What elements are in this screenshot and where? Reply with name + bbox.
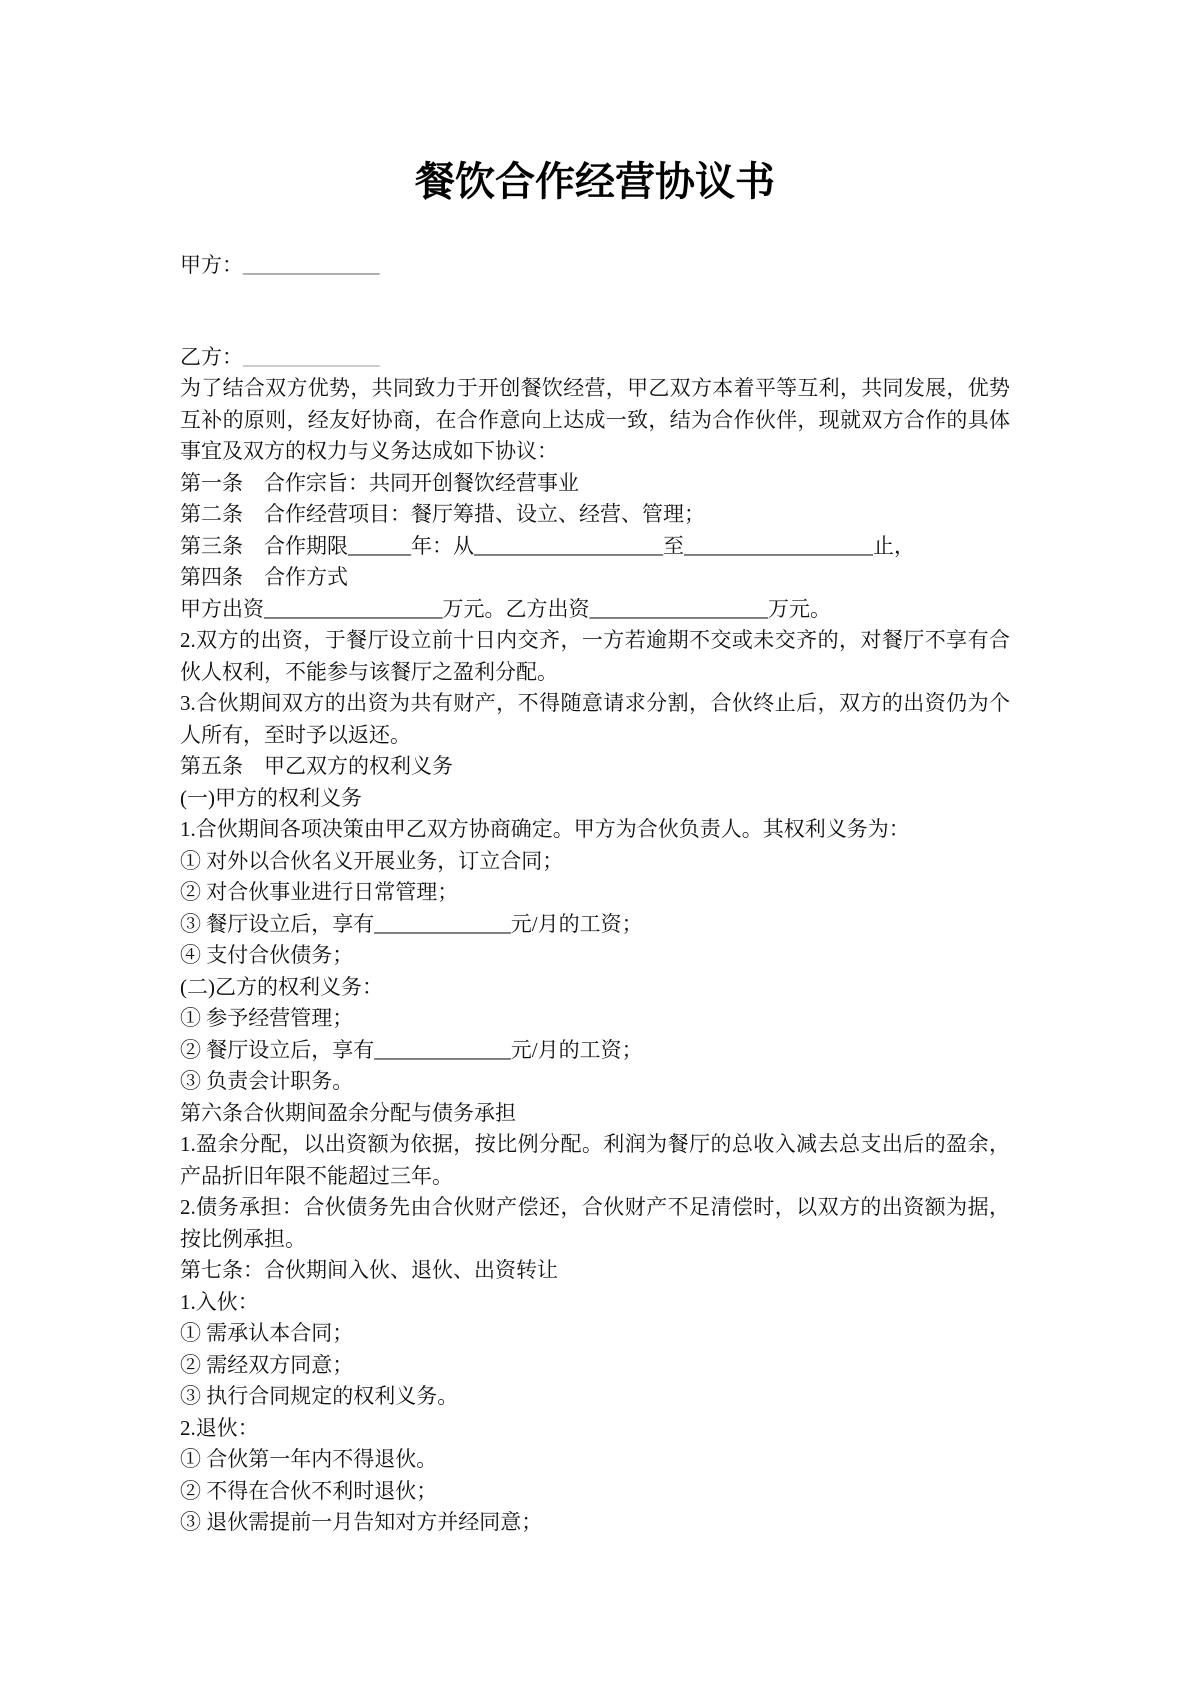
paragraph: 3.合伙期间双方的出资为共有财产，不得随意请求分割，合伙终止后，双方的出资仍为个人所有，至时予以返还。 [180,691,1010,747]
paragraph: ③ 退伙需提前一月告知对方并经同意； [180,1510,543,1534]
paragraph: 1.盈余分配，以出资额为依据，按比例分配。利润为餐厅的总收入减去总支出后的盈余，产品折旧年限不能超过三年。 [180,1132,1010,1188]
paragraph: ① 参予经营管理； [180,1006,354,1030]
paragraph: 1.合伙期间各项决策由甲乙双方协商确定。甲方为合伙负责人。其权利义务为： [180,817,910,841]
paragraph: 1.入伙： [180,1289,259,1314]
paragraph: ② 不得在合伙不利时退伙； [180,1478,438,1503]
paragraph: 第四条 合作方式 [180,565,348,589]
party-a-blank-field: _____________ [243,253,380,277]
paragraph: ③ 餐厅设立后，享有_____________元/月的工资； [180,911,643,936]
paragraph: ① 合伙第一年内不得退伙。 [180,1447,438,1471]
paragraph: ③ 执行合同规定的权利义务。 [180,1384,459,1408]
paragraph: ① 对外以合伙名义开展业务，订立合同； [180,848,564,873]
paragraph: ① 需承认本合同； [180,1321,354,1345]
party-b-blank-field: _____________ [243,344,380,369]
paragraph: ④ 支付合伙债务； [180,943,354,967]
document-title: 餐饮合作经营协议书 [415,159,775,204]
paragraph: 第五条 甲乙双方的权利义务 [180,754,453,778]
paragraph: ② 需经双方同意； [180,1352,354,1377]
paragraph: (一)甲方的权利义务 [180,785,362,810]
paragraph: (二)乙方的权利义务： [180,974,383,999]
paragraph: 为了结合双方优势，共同致力于开创餐饮经营，甲乙双方本着平等互利，共同发展，优势互补的原则，经友好协商，在合作意向上达成一致，结为合作伙伴，现就双方合作的具体事宜及双方的权力与义务达成如下协议： [180,376,1010,463]
paragraph: 第六条合伙期间盈余分配与债务承担 [180,1100,516,1125]
party-a-line [180,250,1010,282]
paragraph: ② 对合伙事业进行日常管理； [180,880,459,904]
paragraph: ③ 负责会计职务。 [180,1069,354,1093]
paragraph: 第三条 合作期限______年：从__________________至__________________止， [180,533,915,558]
party-b-line [180,342,1010,374]
document-content [180,0,1010,1539]
paragraph: 2.债务承担：合伙债务先由合伙财产偿还，合伙财产不足清偿时，以双方的出资额为据，按比例承担。 [180,1195,1010,1251]
paragraph: 2.双方的出资，于餐厅设立前十日内交齐，一方若逾期不交或未交齐的，对餐厅不享有合伙人权利，不能参与该餐厅之盈利分配。 [180,628,1010,684]
paragraph: 第一条 合作宗旨：共同开创餐饮经营事业 [180,470,579,495]
paragraph: 第七条：合伙期间入伙、退伙、出资转让 [180,1258,558,1282]
party-b-label: 乙方： [180,344,243,369]
party-a-label: 甲方： [180,253,243,277]
paragraph: 2.退伙： [180,1415,259,1440]
paragraph: ② 餐厅设立后，享有_____________元/月的工资； [180,1037,643,1062]
paragraph: 第二条 合作经营项目：餐厅筹措、设立、经营、管理； [180,502,705,526]
paragraph: 甲方出资_________________万元。乙方出资_________________万元。 [180,596,831,621]
document-body [180,373,1010,1539]
